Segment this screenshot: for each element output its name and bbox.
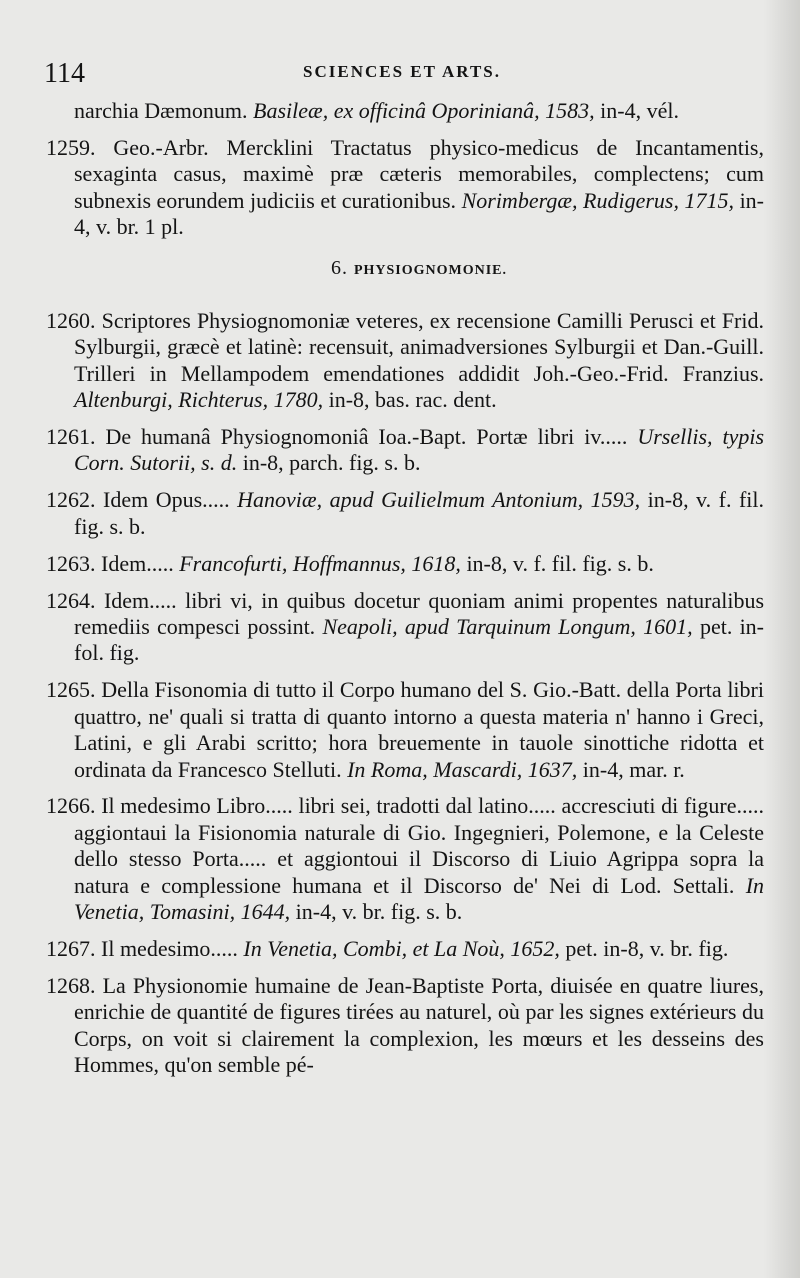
entry-number: 1261.	[46, 424, 96, 450]
entry-1264: 1264. Idem..... libri vi, in quibus docetur quoniam animi propentes naturalibus remediis compesci possint. Neapoli, apud Tarquinum Longum, 1601, pet. in-fol. fig.	[46, 587, 765, 666]
entry-1261: 1261. De humanâ Physiognomoniâ Ioa.-Bapt. Portæ libri iv..... Ursellis, typis Corn. Sutorii, s. d. in-8, parch. fig. s. b.	[46, 424, 765, 476]
entry-number: 1262.	[46, 487, 96, 513]
running-title: SCIENCES ET ARTS.	[303, 62, 501, 81]
entry-1259: 1259. Geo.-Arbr. Mercklini Tractatus physico-medicus de Incantamentis, sexaginta casus, maximè præ cæteris memorabiles, complectens; cum subnexis eorundem judiciis et curationibus. Norimbergæ, Rudigerus, 1715, in-4, v. br. 1 pl.	[46, 134, 765, 240]
entry-continuation: narchia Dæmonum. Basileæ, ex officinâ Oporinianâ, 1583, in-4, vél.	[74, 98, 679, 123]
entry-number: 1263.	[46, 550, 96, 576]
entry-1267: 1267. Il medesimo..... In Venetia, Combi, et La Noù, 1652, pet. in-8, v. br. fig.	[46, 935, 729, 961]
entry-number: 1265.	[46, 677, 96, 703]
entry-1263: 1263. Idem..... Francofurti, Hoffmannus, 1618, in-8, v. f. fil. fig. s. b.	[46, 550, 654, 576]
entry-1266: 1266. Il medesimo Libro..... libri sei, tradotti dal latino..... accresciuti di figure..... aggiontaui la Fisionomia naturale di Gio. Ingegnieri, Polemone, e la Celeste dello stesso Porta..... et aggiontoui il Discorso di Liuio Agrippa sopra la natura e complessione humana et il Discorso de' Nei di Lod. Settali. In Venetia, Tomasini, 1644, in-4, v. br. fig. s. b.	[46, 793, 765, 925]
entry-number: 1268.	[46, 972, 96, 998]
page-number: 114	[44, 58, 85, 89]
page-body	[46, 98, 765, 1089]
entry-number: 1264.	[46, 587, 96, 613]
entry-1260: 1260. Scriptores Physiognomoniæ veteres, ex recensione Camilli Perusci et Frid. Sylburgii, græcè et latinè: recensuit, animadversiones Sylburgii et Dan.-Guill. Trilleri in Mellampodem emendationes addidit Joh.-Geo.-Frid. Franzius. Altenburgi, Richterus, 1780, in-8, bas. rac. dent.	[46, 307, 764, 413]
entry-1265: 1265. Della Fisonomia di tutto il Corpo humano del S. Gio.-Batt. della Porta libri quattro, ne' quali si tratta di quanto intorno a questa materia n' hanno i Greci, Latini, e gli Arabi scritto; hora breuemente in tauole sinottiche ridotta et ordinata da Francesco Stelluti. In Roma, Mascardi, 1637, in-4, mar. r.	[46, 677, 764, 782]
section-heading: 6. PHYSIOGNOMONIE.	[330, 256, 508, 279]
entry-1268: 1268. La Physionomie humaine de Jean-Baptiste Porta, diuisée en quatre liures, enrichie de quantité de figures tirées au naturel, où par les signes extérieurs du Corps, on voit si clairement la complexion, les mœurs et les desseins des Hommes, qu'on semble pé-	[46, 972, 764, 1078]
entry-1262: 1262. Idem Opus..... Hanoviæ, apud Guilielmum Antonium, 1593, in-8, v. f. fil. fig. s. b.	[46, 487, 765, 539]
entry-number: 1266.	[46, 793, 96, 819]
entry-number: 1259.	[46, 134, 96, 160]
entry-number: 1260.	[46, 307, 96, 333]
page-header	[44, 58, 760, 94]
entry-number: 1267.	[46, 935, 96, 961]
